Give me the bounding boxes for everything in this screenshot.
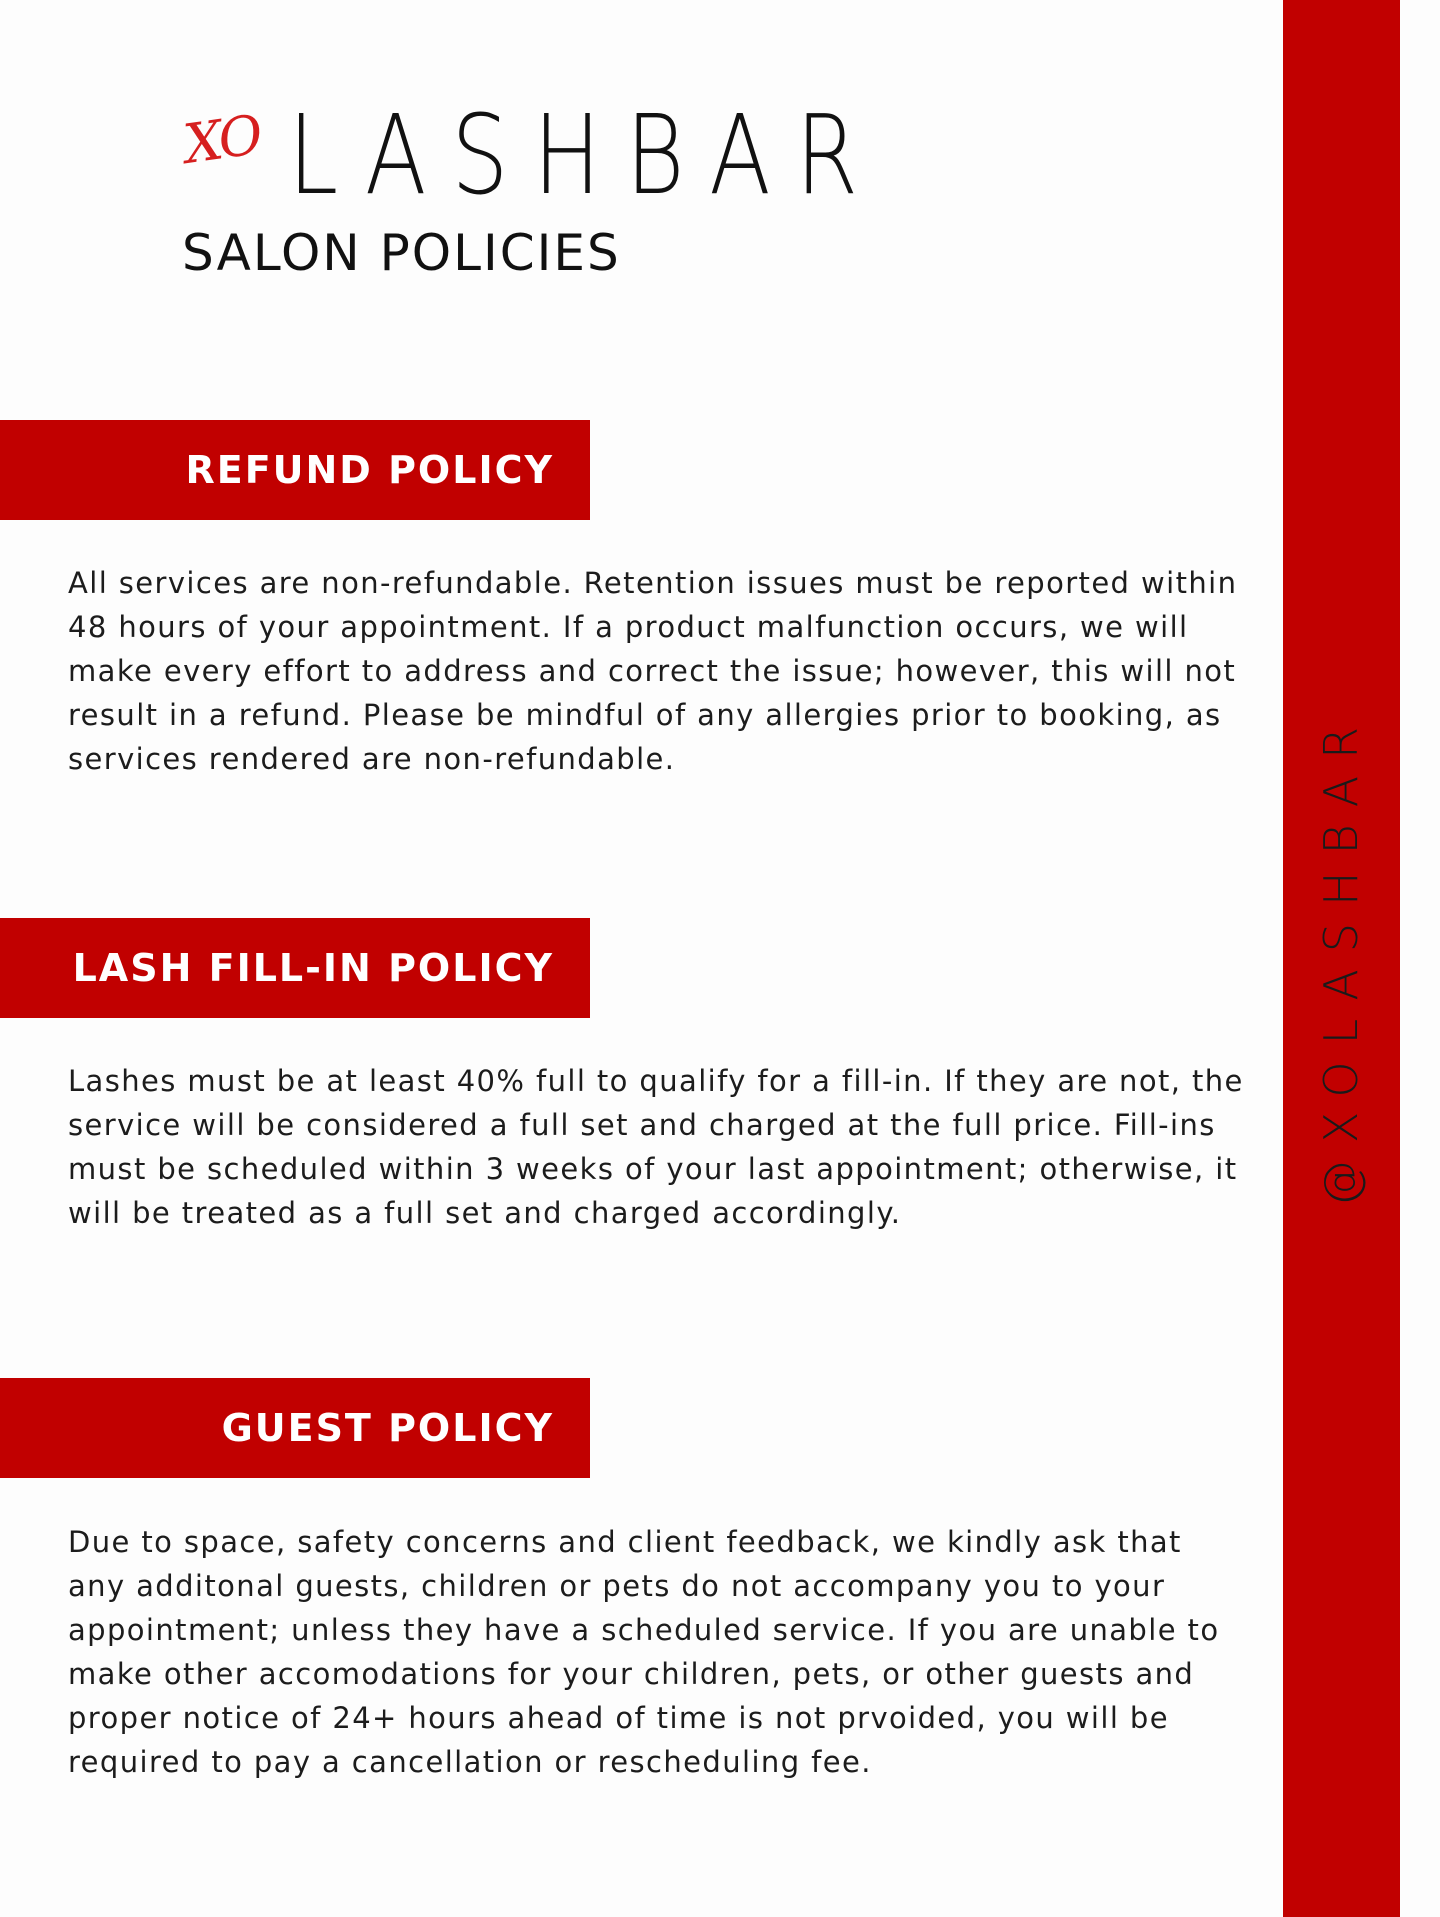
logo-xo-mark: XO — [179, 103, 264, 176]
logo-wordmark: LASHBAR — [288, 91, 883, 219]
refund-policy-banner — [0, 420, 590, 520]
fill-in-policy-text: Lashes must be at least 40% full to qualify for a fill-in. If they are not, the service will be considered a full set and charged at the full price. Fill-ins must be scheduled within 3 weeks of your last appointment; otherwise, it will be treated as a full set and charged accordingly. — [68, 1064, 1244, 1230]
guest-policy-heading: GUEST POLICY — [221, 1406, 554, 1450]
page-subtitle: SALON POLICIES — [182, 224, 621, 282]
fill-in-policy-banner — [0, 918, 590, 1018]
guest-policy-banner — [0, 1378, 590, 1478]
fill-in-policy-heading: LASH FILL-IN POLICY — [72, 946, 554, 990]
refund-policy-heading: REFUND POLICY — [185, 448, 554, 492]
guest-policy-text: Due to space, safety concerns and client feedback, we kindly ask that any additonal guests, children or pets do not accompany you to your appointment; unless they have a scheduled service. If you are unable to make other accomodations for your children, pets, or other guests and proper notice of 24+ hours ahead of time is not prvoided, you will be required to pay a cancellation or rescheduling fee. — [68, 1525, 1220, 1779]
social-handle: @XOLASHBAR — [1314, 709, 1368, 1207]
refund-policy-text: All services are non-refundable. Retention issues must be reported within 48 hours of your appointment. If a product malfunction occurs, we will make every effort to address and correct the issue; however, this will not result in a refund. Please be mindful of any allergies prior to booking, as services rendered are non-refundable. — [68, 566, 1238, 776]
